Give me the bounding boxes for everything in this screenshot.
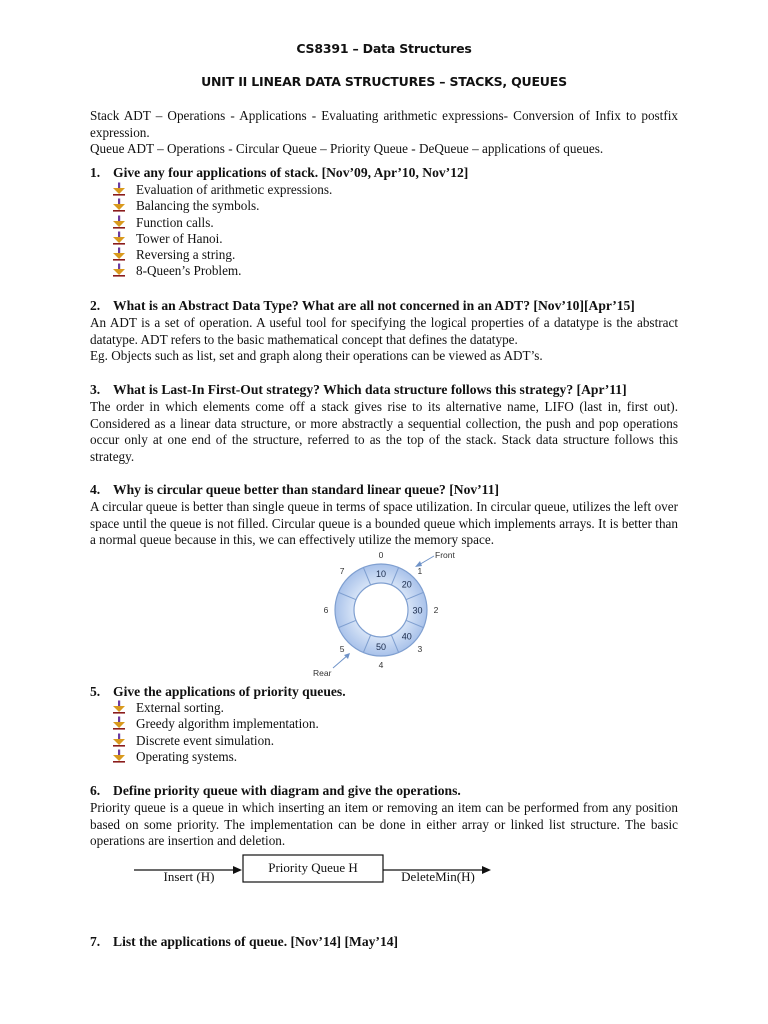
question-number: 6. bbox=[90, 783, 101, 798]
answer-3: The order in which elements come off a stack gives rise to its alternative name, LIFO (last in, first out). Considered as a linear data structure, or more abstractly a sequential collection, the push and pop operations occur only at one end of the structure, referred to as the top of the stack. Stack data structure follows this strategy. bbox=[90, 399, 678, 464]
arrow-bullet-icon bbox=[112, 247, 136, 261]
list-item-text: 8-Queen’s Problem. bbox=[136, 263, 242, 279]
list-item bbox=[112, 247, 332, 263]
question-5 bbox=[90, 684, 690, 700]
question-text: Why is circular queue better than standard linear queue? [Nov’11] bbox=[113, 482, 500, 497]
arrow-bullet-icon bbox=[112, 700, 136, 714]
front-label: Front bbox=[435, 550, 455, 560]
rear-pointer bbox=[333, 655, 348, 668]
slot-index: 1 bbox=[417, 566, 423, 577]
answer-6: Priority queue is a queue in which inserting an item or removing an item can be performed from any position based on some priority. The implementation can be done in either array or linked list structure. The basic operations are insertion and deletion. bbox=[90, 800, 678, 848]
rear-label: Rear bbox=[313, 668, 332, 678]
queue-ring-hole bbox=[354, 583, 408, 637]
slot-index: 6 bbox=[323, 605, 329, 615]
syllabus-queue: Queue ADT – Operations - Circular Queue – Priority Queue - DeQueue – applications of queues. bbox=[90, 141, 604, 156]
list-item-text: Operating systems. bbox=[136, 748, 238, 764]
priority-queue-applications-list bbox=[112, 700, 319, 765]
list-item bbox=[112, 700, 319, 716]
slot-index: 2 bbox=[433, 605, 439, 615]
delete-arrowhead bbox=[482, 866, 491, 874]
slot-index: 5 bbox=[339, 643, 345, 654]
list-item bbox=[112, 182, 332, 198]
question-6 bbox=[90, 783, 690, 799]
arrow-bullet-icon bbox=[112, 198, 136, 212]
list-item-text: Greedy algorithm implementation. bbox=[136, 716, 319, 732]
answer-4: A circular queue is better than single queue in terms of space utilization. In circular queue, utilizes the left over space until the queue is not filled. Circular queue is a bounded queue which implements arrays. It is better than a normal queue because in this, we can effectively utilize the memory space. bbox=[90, 499, 678, 547]
list-item-text: Reversing a string. bbox=[136, 247, 236, 263]
arrow-bullet-icon bbox=[112, 716, 136, 730]
question-number: 4. bbox=[90, 482, 101, 497]
question-4 bbox=[90, 482, 690, 498]
list-item bbox=[112, 716, 319, 732]
answer-2: An ADT is a set of operation. A useful tool for specifying the logical properties of a datatype is the abstract datatype. ADT refers to the basic mathematical concept that defines the datatype. bbox=[90, 315, 678, 347]
slot-index: 0 bbox=[378, 550, 384, 560]
list-item bbox=[112, 263, 332, 279]
slot-value: 40 bbox=[401, 631, 412, 642]
priority-queue-diagram bbox=[128, 850, 498, 890]
list-item bbox=[112, 733, 319, 749]
slot-index: 4 bbox=[378, 660, 384, 670]
question-number: 3. bbox=[90, 382, 101, 397]
question-text: What is Last-In First-Out strategy? Which data structure follows this strategy? [Apr’11] bbox=[113, 382, 627, 397]
list-item bbox=[112, 749, 319, 765]
question-text: Define priority queue with diagram and give the operations. bbox=[113, 783, 461, 798]
slot-index: 3 bbox=[417, 643, 423, 654]
question-2 bbox=[90, 298, 690, 314]
unit-title: UNIT II LINEAR DATA STRUCTURES – STACKS, QUEUES bbox=[201, 74, 567, 89]
arrow-bullet-icon bbox=[112, 182, 136, 196]
list-item bbox=[112, 231, 332, 247]
slot-index: 7 bbox=[339, 566, 345, 577]
insert-arrowhead bbox=[233, 866, 242, 874]
arrow-bullet-icon bbox=[112, 231, 136, 245]
list-item-text: Evaluation of arithmetic expressions. bbox=[136, 182, 333, 197]
list-item-text: Function calls. bbox=[136, 214, 214, 230]
course-title: CS8391 – Data Structures bbox=[296, 41, 472, 56]
list-item-text: Balancing the symbols. bbox=[136, 198, 260, 214]
list-item-text: Discrete event simulation. bbox=[136, 732, 275, 748]
slot-value: 50 bbox=[375, 642, 387, 652]
insert-label: Insert (H) bbox=[163, 869, 215, 884]
arrow-bullet-icon bbox=[112, 733, 136, 747]
deletemin-label: DeleteMin(H) bbox=[401, 869, 475, 884]
question-number: 2. bbox=[90, 298, 101, 313]
priority-queue-label: Priority Queue H bbox=[268, 860, 358, 875]
circular-queue-diagram bbox=[300, 548, 460, 680]
question-7 bbox=[90, 934, 690, 950]
slot-value: 10 bbox=[375, 569, 387, 579]
answer-2-example: Eg. Objects such as list, set and graph along their operations can be viewed as ADT’s. bbox=[90, 348, 543, 363]
list-item bbox=[112, 215, 332, 231]
slot-value: 20 bbox=[401, 579, 412, 590]
stack-applications-list bbox=[112, 182, 332, 280]
question-text: Give the applications of priority queues. bbox=[113, 684, 346, 699]
slot-value: 30 bbox=[412, 605, 423, 616]
question-number: 5. bbox=[90, 684, 101, 699]
list-item-text: External sorting. bbox=[136, 700, 224, 715]
syllabus-stack: Stack ADT – Operations - Applications - Evaluating arithmetic expressions- Conversion of Infix to postfix expression. bbox=[90, 108, 678, 140]
arrow-bullet-icon bbox=[112, 215, 136, 229]
question-number: 1. bbox=[90, 165, 101, 180]
question-3 bbox=[90, 382, 690, 398]
list-item bbox=[112, 198, 332, 214]
question-1 bbox=[90, 165, 690, 181]
question-number: 7. bbox=[90, 934, 101, 949]
arrow-bullet-icon bbox=[112, 263, 136, 277]
question-text: List the applications of queue. [Nov’14] [May’14] bbox=[113, 934, 399, 949]
arrow-bullet-icon bbox=[112, 749, 136, 763]
front-arrowhead bbox=[415, 561, 422, 567]
list-item-text: Tower of Hanoi. bbox=[136, 230, 223, 246]
question-text: Give any four applications of stack. [Nov’09, Apr’10, Nov’12] bbox=[113, 165, 469, 180]
question-text: What is an Abstract Data Type? What are all not concerned in an ADT? [Nov’10][Apr’15] bbox=[113, 298, 635, 313]
